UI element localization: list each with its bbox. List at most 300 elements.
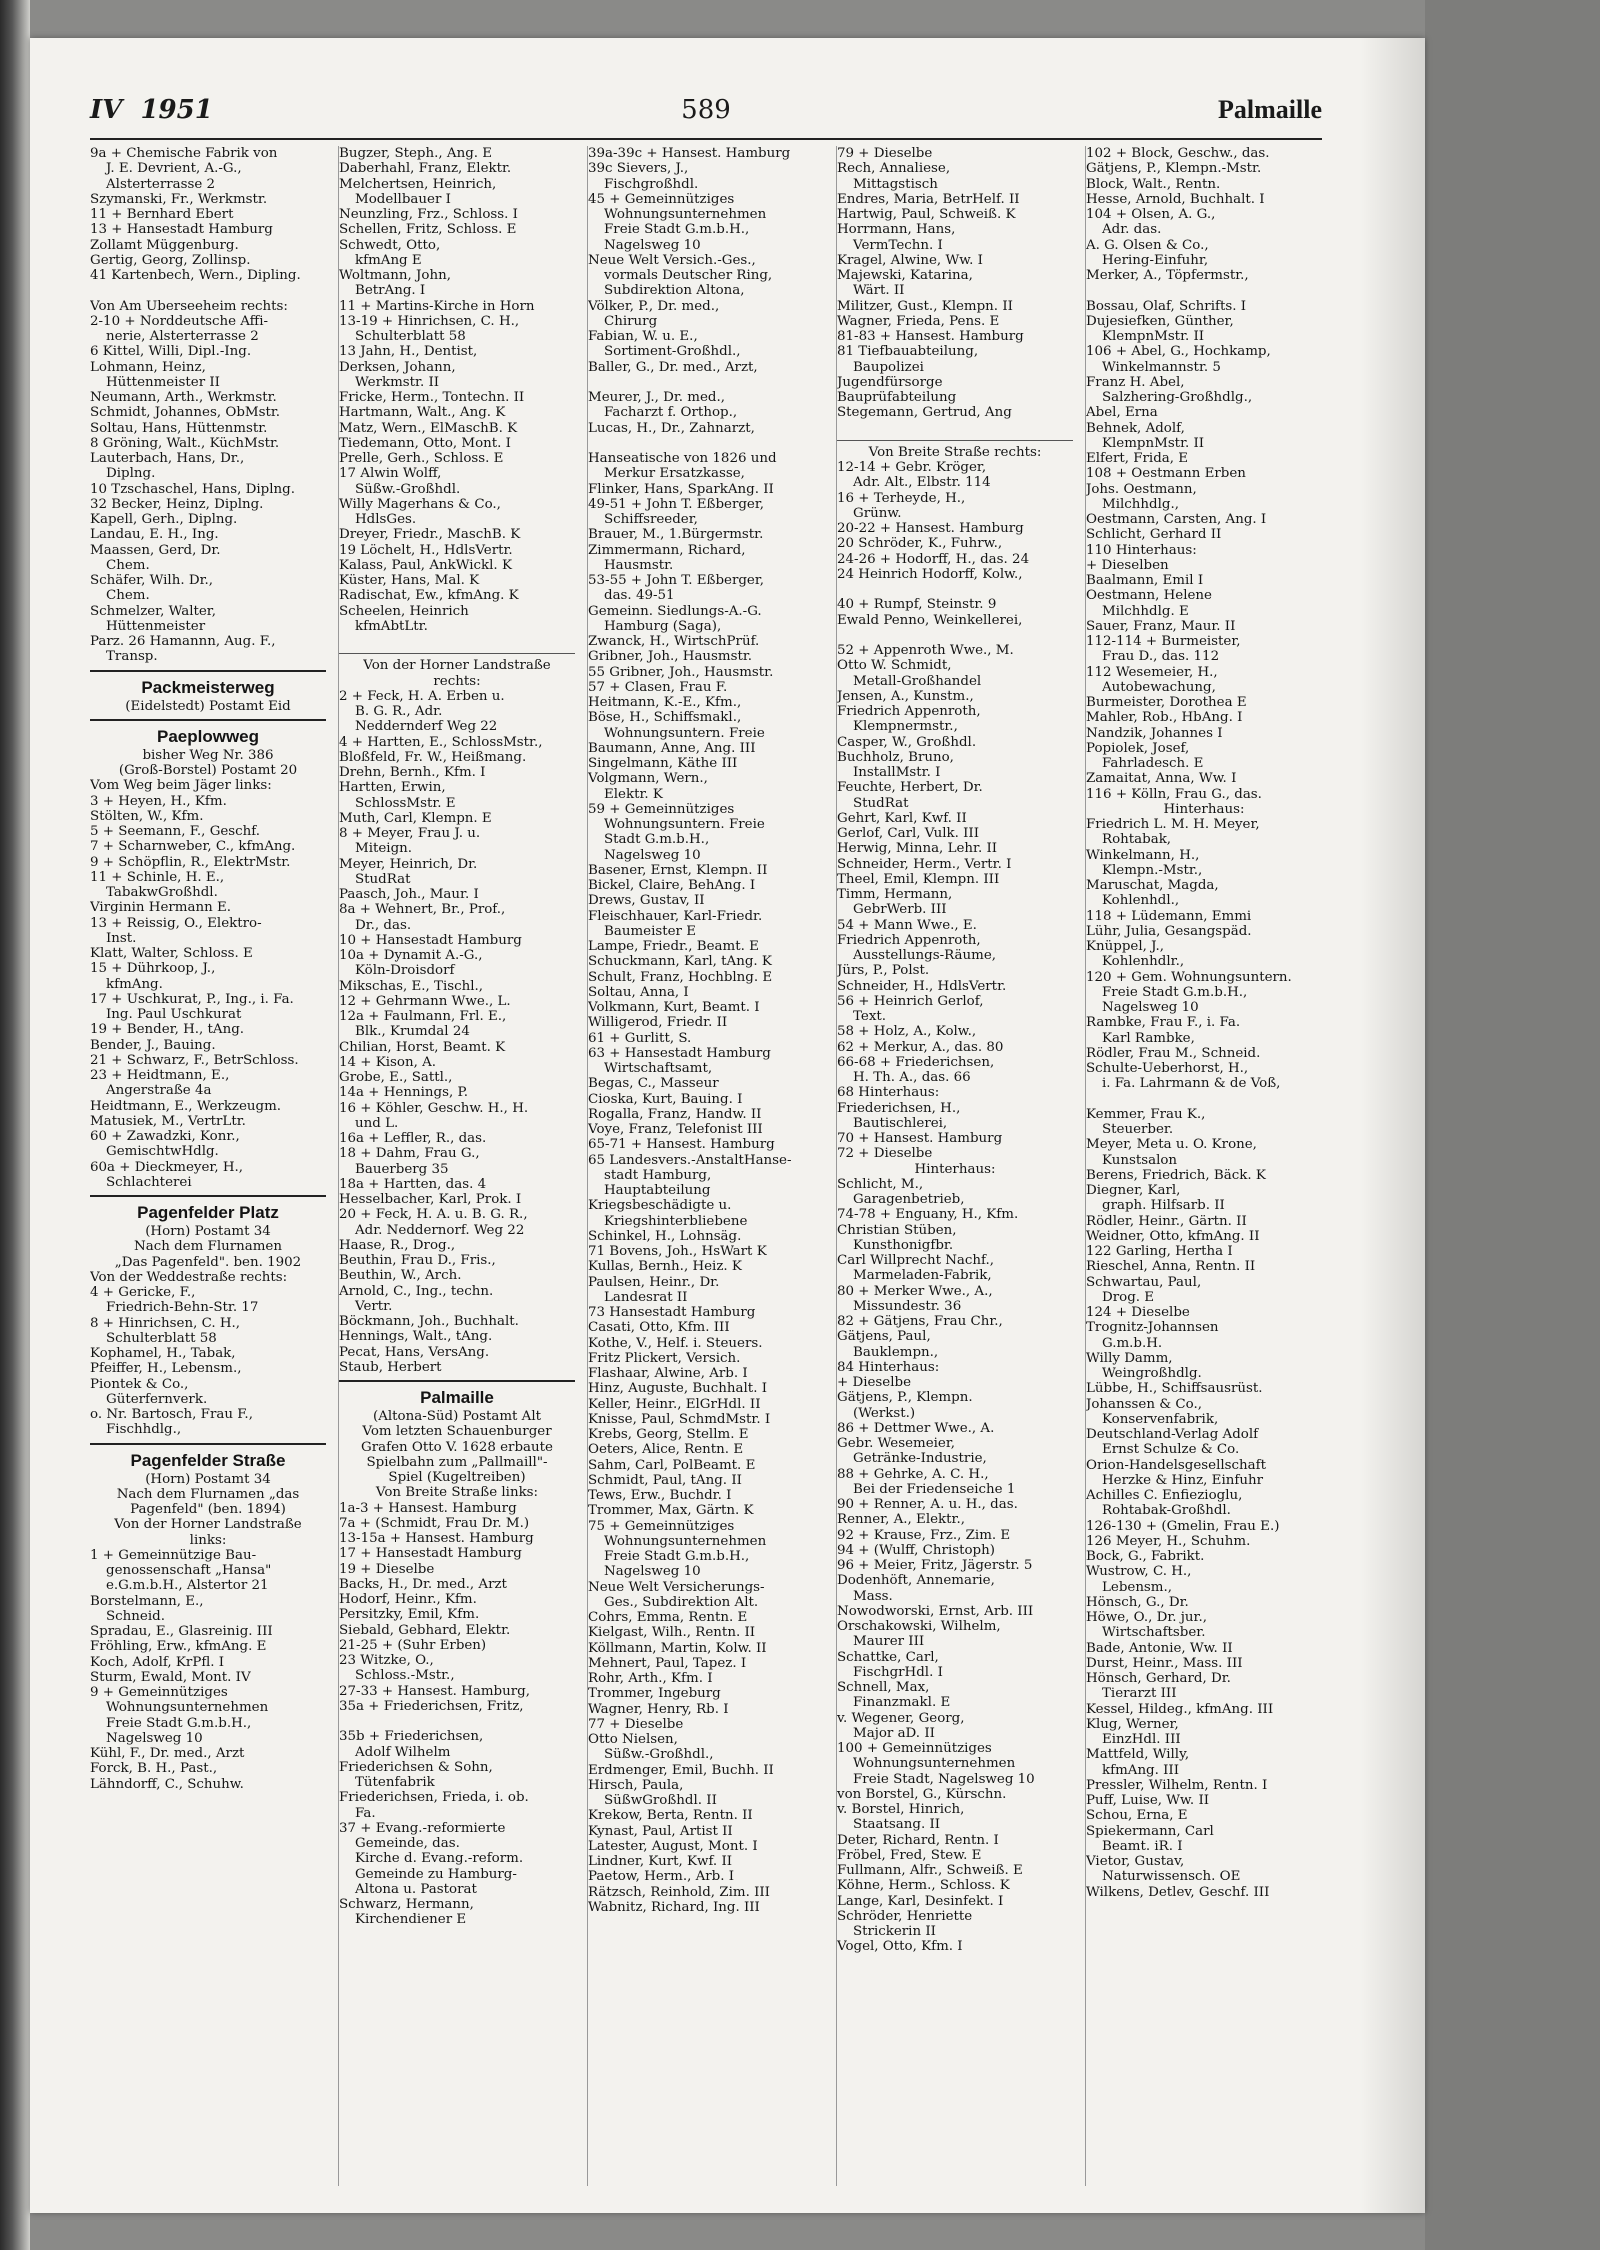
directory-entry: Von Am Überseeheim rechts:	[90, 298, 288, 314]
directory-entry: Süßw.-Großhdl.,	[604, 1747, 714, 1763]
directory-entry: Wohnungsuntern. Freie	[604, 725, 765, 741]
directory-entry: Bade, Antonie, Ww. II	[1086, 1640, 1233, 1656]
directory-entry: 66-68 + Friederichsen,	[837, 1054, 995, 1070]
directory-entry: Hartwig, Paul, Schweiß. K	[837, 207, 1016, 222]
directory-entry: Hering-Einfuhr,	[1102, 252, 1209, 268]
directory-entry: Beuthin, W., Arch.	[339, 1268, 462, 1284]
directory-entry: Schwedt, Otto,	[339, 237, 441, 253]
directory-entry: 68 Hinterhaus:	[837, 1085, 940, 1101]
directory-entry: Lübbe, H., Schiffsausrüst.	[1086, 1381, 1263, 1397]
directory-entry: Schattke, Carl,	[837, 1649, 939, 1665]
directory-entry: 5 + Seemann, F., Geschf.	[90, 824, 261, 839]
directory-entry: Rätzsch, Reinhold, Zim. III	[588, 1884, 770, 1900]
page-header	[90, 95, 1322, 129]
directory-entry: Schwartau, Paul,	[1086, 1274, 1202, 1290]
directory-entry: 112-114 + Burmeister,	[1086, 634, 1241, 649]
directory-entry: Baumeister E	[604, 923, 696, 939]
directory-entry: Winkelmannstr. 5	[1102, 359, 1221, 375]
directory-entry: Renner, A., Elektr.,	[837, 1512, 965, 1528]
directory-entry: Finanzmakl. E	[853, 1695, 951, 1711]
directory-entry: Lohmann, Heinz,	[90, 359, 206, 375]
directory-entry: Virginin Hermann E.	[90, 900, 231, 916]
directory-entry: Freie Stadt G.m.b.H.,	[604, 222, 750, 238]
directory-entry: Soltau, Anna, I	[588, 984, 689, 1000]
directory-entry: Hamburg (Saga),	[604, 618, 722, 634]
directory-entry: 35a + Friederichsen, Fritz,	[339, 1698, 524, 1714]
directory-entry: kfmAbtLtr.	[355, 618, 428, 634]
directory-entry: Rambke, Frau F., i. Fa.	[1086, 1015, 1241, 1031]
directory-entry: SüßwGroßhdl. II	[604, 1793, 717, 1808]
directory-entry: KlempnMstr. II	[1102, 329, 1205, 344]
directory-entry: Schiffsreeder,	[604, 512, 698, 527]
directory-entry	[837, 582, 1073, 597]
directory-entry: Carl Willprecht Nachf.,	[837, 1253, 995, 1268]
directory-entry: Oestmann, Carsten, Ang. I	[1086, 512, 1267, 527]
directory-entry: Derksen, Johann,	[339, 359, 456, 375]
directory-entry: Fröbel, Fred, Stew. E	[837, 1847, 982, 1863]
street-note: (Groß-Borstel) Postamt 20	[118, 763, 298, 778]
directory-entry: von Borstel, G., Kürschn.	[837, 1786, 1007, 1802]
directory-entry: Nowodworski, Ernst, Arb. III	[837, 1603, 1034, 1619]
directory-entry: Kirche d. Evang.-reform.	[355, 1851, 524, 1867]
directory-entry: 58 + Holz, A., Kolw.,	[837, 1024, 977, 1040]
directory-entry: Nagelsweg 10	[1102, 1000, 1199, 1015]
directory-entry: Gehrt, Karl, Kwf. II	[837, 810, 967, 826]
section-rule	[339, 1380, 575, 1382]
directory-entry: Winkelmann, H.,	[1086, 847, 1200, 863]
header-rule	[90, 138, 1322, 140]
directory-entry: Klatt, Walter, Schloss. E	[90, 946, 253, 961]
directory-entry: Staatsang. II	[853, 1817, 941, 1833]
directory-entry: Fahrladesch. E	[1102, 756, 1204, 771]
directory-entry: Freie Stadt, Nagelsweg 10	[853, 1771, 1035, 1787]
directory-entry: 1 + Gemeinnützige Bau-	[90, 1547, 257, 1563]
directory-entry: Bauerberg 35	[355, 1161, 449, 1177]
directory-entry: Pfeiffer, H., Lebensm.,	[90, 1361, 242, 1377]
directory-entry: Flashaar, Alwine, Arb. I	[588, 1366, 748, 1381]
directory-entry: Herzke & Hinz, Einfuhr	[1102, 1472, 1263, 1488]
directory-entry: Gätjens, P., Klempn.	[837, 1390, 973, 1406]
directory-entry: 23 + Heidtmann, E.,	[90, 1068, 230, 1083]
directory-entry: Diplng.	[106, 466, 156, 482]
directory-entry: Schneid.	[106, 1608, 165, 1624]
street-note: Spielbahn zum „Pallmaill"-	[366, 1454, 548, 1470]
directory-entry: Freie Stadt G.m.b.H.,	[604, 1549, 750, 1564]
directory-entry	[1086, 283, 1322, 298]
directory-entry: Erdmenger, Emil, Buchh. II	[588, 1762, 774, 1778]
directory-entry: 11 + Martins-Kirche in Horn	[339, 298, 535, 314]
directory-entry: Parz. 26 Hamannn, Aug. F.,	[90, 634, 276, 649]
directory-entry: 35b + Friederichsen,	[339, 1729, 484, 1745]
directory-entry: Cohrs, Emma, Rentn. E	[588, 1610, 748, 1625]
directory-entry: Schneider, Herm., Vertr. I	[837, 856, 1012, 872]
directory-entry: Transp.	[106, 649, 158, 665]
directory-entry: Kohlenhdl.,	[1102, 893, 1180, 909]
directory-entry: 49-51 + John T. Eßberger,	[588, 496, 765, 512]
directory-entry: Schulterblatt 58	[106, 1330, 217, 1346]
directory-entry: Schulterblatt 58	[355, 329, 466, 344]
directory-entry: Gemeinde zu Hamburg-	[355, 1866, 517, 1882]
directory-entry: Wohnungsunternehmen	[604, 1533, 767, 1549]
directory-entry: Deter, Richard, Rentn. I	[837, 1832, 999, 1848]
directory-entry: kfmAng E	[355, 252, 422, 268]
directory-entry: Marmeladen-Fabrik,	[853, 1268, 992, 1284]
directory-entry: Stadt G.m.b.H.,	[604, 832, 710, 848]
directory-entry: 39a-39c + Hansest. Hamburg	[588, 146, 791, 161]
directory-entry: Fröhling, Erw., kfmAng. E	[90, 1639, 267, 1655]
directory-entry: 17 + Uschkurat, P., Ing., i. Fa.	[90, 991, 294, 1007]
directory-entry: HdlsGes.	[355, 512, 417, 527]
directory-entry: Wirtschaftsber.	[1102, 1625, 1206, 1641]
column-3	[587, 146, 824, 2186]
directory-entry: BetrAng. I	[355, 283, 426, 299]
directory-entry: Gebr. Wesemeier,	[837, 1436, 956, 1451]
directory-entry: Chem.	[106, 588, 150, 604]
directory-entry: Ewald Penno, Weinkellerei,	[837, 612, 1023, 628]
street-note: Von der Horner Landstraße	[363, 658, 551, 674]
directory-entry: Salzhering-Großhdlg.,	[1102, 390, 1253, 405]
directory-entry: Klempnermstr.,	[853, 719, 958, 735]
directory-entry: Hesselbacher, Karl, Prok. I	[339, 1192, 522, 1207]
directory-entry: 16a + Leffler, R., das.	[339, 1131, 487, 1146]
directory-entry: 52 + Appenroth Wwe., M.	[837, 643, 1014, 658]
directory-entry: Prelle, Gerh., Schloss. E	[339, 451, 504, 466]
directory-entry: 13 + Reissig, O., Elektro-	[90, 915, 262, 931]
directory-entry: Lampe, Friedr., Beamt. E	[588, 939, 759, 954]
directory-entry: Hesse, Arnold, Buchhalt. I	[1086, 191, 1265, 207]
directory-entry: Neddernderf Weg 22	[355, 719, 498, 735]
directory-entry: 81 Tiefbauabteilung,	[837, 344, 979, 360]
directory-entry: 32 Becker, Heinz, Diplng.	[90, 496, 264, 512]
street-heading: Pagenfelder Platz	[137, 1203, 279, 1222]
column-4	[836, 146, 1073, 2186]
directory-entry: 57 + Clasen, Frau F.	[588, 679, 728, 695]
directory-entry: 11 + Schinle, H. E.,	[90, 869, 225, 885]
directory-entry: Kophamel, H., Tabak,	[90, 1346, 236, 1361]
directory-entry: Orschakowski, Wilhelm,	[837, 1619, 1001, 1634]
directory-entry: Trommer, Ingeburg	[588, 1686, 721, 1702]
directory-entry: 88 + Gehrke, A. C. H.,	[837, 1466, 989, 1482]
directory-entry: Neue Welt Versich.-Ges.,	[588, 252, 756, 268]
directory-entry: GebrWerb. III	[853, 902, 947, 918]
directory-entry: 13-19 + Hinrichsen, C. H.,	[339, 313, 520, 329]
street-note: links:	[189, 1532, 227, 1548]
directory-entry: Oeters, Alice, Rentn. E	[588, 1442, 744, 1458]
street-note: rechts:	[433, 673, 481, 689]
directory-entry: 19 + Bender, H., tAng.	[90, 1022, 245, 1038]
directory-entry: Weidner, Otto, kfmAng. II	[1086, 1228, 1260, 1244]
directory-entry	[837, 628, 1073, 643]
directory-entry: Lebensm.,	[1102, 1579, 1173, 1595]
directory-entry: Meurer, J., Dr. med.,	[588, 390, 726, 405]
directory-entry: Kemmer, Frau K.,	[1086, 1106, 1206, 1122]
directory-entry	[1086, 1092, 1322, 1107]
directory-entry: Jugendfürsorge	[837, 374, 943, 390]
directory-entry: Bauprüfabteilung	[837, 390, 957, 405]
directory-entry: Beamt. iR. I	[1102, 1838, 1183, 1854]
directory-entry: Kalass, Paul, AnkWickl. K	[339, 557, 512, 573]
directory-entry: Arnold, C., Ing., techn.	[339, 1283, 494, 1299]
directory-entry: Tiedemann, Otto, Mont. I	[339, 435, 511, 451]
directory-entry: Text.	[853, 1009, 887, 1024]
directory-entry: Popiolek, Josef,	[1086, 740, 1190, 756]
directory-entry: 60 + Zawadzki, Konr.,	[90, 1129, 240, 1144]
directory-entry: Ernst Schulze & Co.	[1102, 1442, 1240, 1458]
directory-entry: Dreyer, Friedr., MaschB. K	[339, 527, 521, 543]
directory-entry: Brauer, M., 1.Bürgermstr.	[588, 527, 764, 543]
directory-entry: 102 + Block, Geschw., das.	[1086, 146, 1270, 161]
directory-entry: Jensen, A., Kunstm.,	[837, 688, 974, 704]
directory-entry: Hirsch, Paula,	[588, 1777, 684, 1793]
section-rule	[90, 719, 326, 721]
directory-entry: Schmelzer, Walter,	[90, 603, 216, 619]
directory-entry: 126 Meyer, H., Schuhm.	[1086, 1533, 1251, 1549]
directory-entry: Keller, Heinr., ElGrHdl. II	[588, 1396, 761, 1412]
directory-entry: Puff, Luise, Ww. II	[1086, 1793, 1210, 1808]
directory-entry: Merker, A., Töpfermstr.,	[1086, 268, 1249, 283]
street-note: Hinterhaus:	[1163, 801, 1245, 817]
directory-entry: Zollamt Müggenburg.	[90, 237, 239, 253]
directory-entry: Stegemann, Gertrud, Ang	[837, 405, 1012, 421]
directory-entry: Maruschat, Magda,	[1086, 878, 1219, 893]
directory-entry: genossenschaft „Hansa"	[106, 1563, 272, 1578]
directory-entry: Nagelsweg 10	[604, 237, 701, 253]
directory-entry: e.G.m.b.H., Alstertor 21	[106, 1578, 269, 1594]
directory-entry: Friederichsen, Frieda, i. ob.	[339, 1790, 529, 1806]
directory-entry: Cioska, Kurt, Bauing. I	[588, 1091, 743, 1107]
directory-entry: Milchhdlg.,	[1102, 496, 1179, 512]
street-note: Nach dem Flurnamen	[134, 1239, 282, 1255]
directory-entry: Wilkens, Detlev, Geschf. III	[1086, 1884, 1270, 1900]
directory-entry: 39c Sievers, J.,	[588, 161, 689, 177]
directory-entry: FischgrHdl. I	[853, 1664, 943, 1680]
directory-entry: Köln-Droisdorf	[355, 963, 455, 979]
directory-entry: v. Wegener, Georg,	[837, 1710, 965, 1726]
column-5	[1085, 146, 1322, 2186]
directory-entry: 110 Hinterhaus:	[1086, 542, 1197, 558]
directory-entry: graph. Hilfsarb. II	[1102, 1198, 1225, 1214]
directory-entry: Tütenfabrik	[355, 1775, 435, 1790]
directory-entry: Landesrat II	[604, 1289, 688, 1305]
directory-entry: 20-22 + Hansest. Hamburg	[837, 521, 1024, 536]
directory-entry: Kynast, Paul, Artist II	[588, 1823, 733, 1839]
directory-entry: 10 Tzschaschel, Hans, Diplng.	[90, 481, 295, 497]
directory-entry: Woltmann, John,	[339, 268, 451, 283]
directory-entry: Begas, C., Masseur	[588, 1076, 719, 1092]
directory-entry: 82 + Gätjens, Frau Chr.,	[837, 1314, 1003, 1329]
directory-entry: 20 Schröder, K., Fuhrw.,	[837, 536, 1003, 552]
directory-entry: A. G. Olsen & Co.,	[1086, 237, 1209, 253]
street-note: (Horn) Postamt 34	[145, 1224, 271, 1239]
directory-entry: 120 + Gem. Wohnungsuntern.	[1086, 969, 1292, 985]
street-note: Von Breite Straße rechts:	[868, 444, 1042, 460]
directory-entry: Missundestr. 36	[853, 1298, 962, 1314]
directory-entry: Casper, W., Großhdl.	[837, 734, 977, 750]
directory-entry: SchlossMstr. E	[355, 795, 456, 811]
directory-entry: 40 + Rumpf, Steinstr. 9	[837, 597, 997, 613]
directory-entry: Rieschel, Anna, Rentn. II	[1086, 1259, 1256, 1275]
directory-entry: Blk., Krumdal 24	[355, 1024, 470, 1040]
directory-entry: Elektr. K	[604, 786, 663, 802]
directory-entry: Jürs, P., Polst.	[837, 963, 930, 979]
section-rule	[90, 1443, 326, 1445]
directory-entry: Bender, J., Bauing.	[90, 1037, 216, 1053]
directory-entry: 61 + Gurlitt, S.	[588, 1030, 692, 1046]
directory-entry: Angerstraße 4a	[106, 1083, 212, 1099]
directory-entry: Rogalla, Franz, Handw. II	[588, 1106, 762, 1122]
directory-entry: Koch, Adolf, KrPfl. I	[90, 1654, 225, 1670]
directory-entry: Klug, Werner,	[1086, 1716, 1179, 1732]
directory-entry: 96 + Meier, Fritz, Jägerstr. 5	[837, 1558, 1033, 1573]
directory-entry: Hönsch, Gerhard, Dr.	[1086, 1671, 1231, 1686]
street-note: Pagenfeld" (ben. 1894)	[130, 1502, 286, 1517]
directory-entry: Kriegshinterbliebene	[604, 1213, 748, 1229]
directory-entry: Herwig, Minna, Lehr. II	[837, 841, 998, 857]
directory-entry: + Dieselben	[1086, 557, 1169, 573]
directory-entry: 16 + Terheyde, H.,	[837, 490, 966, 506]
directory-entry: Rödler, Frau M., Schneid.	[1086, 1045, 1261, 1061]
directory-entry: Beuthin, Frau D., Fris.,	[339, 1253, 496, 1268]
directory-entry: Merkur Ersatzkasse,	[604, 466, 745, 482]
street-note: Nach dem Flurnamen „das	[116, 1486, 300, 1502]
directory-entry: Kothe, V., Helf. i. Steuers.	[588, 1335, 763, 1351]
directory-entry: Knüppel, J.,	[1086, 939, 1164, 954]
directory-entry: Horrmann, Hans,	[837, 222, 956, 238]
street-note: Hinterhaus:	[914, 1161, 996, 1177]
directory-entry: Wustrow, C. H.,	[1086, 1564, 1192, 1580]
directory-entry: 1a-3 + Hansest. Hamburg	[339, 1500, 517, 1516]
directory-entry: Zwanck, H., WirtschPrüf.	[588, 634, 760, 649]
directory-entry: Kunsthonigfbr.	[853, 1237, 954, 1253]
directory-entry: Flinker, Hans, SparkAng. II	[588, 481, 774, 497]
directory-entry: Baumann, Anne, Ang. III	[588, 740, 756, 756]
directory-entry: 37 + Evang.-reformierte	[339, 1820, 506, 1836]
directory-entry: Wärt. II	[853, 283, 905, 299]
directory-entry: 70 + Hansest. Hamburg	[837, 1131, 1003, 1146]
directory-entry: Otto Nielsen,	[588, 1732, 678, 1747]
directory-entry: Pressler, Wilhelm, Rentn. I	[1086, 1777, 1268, 1793]
directory-entry: Kielgast, Wilh., Rentn. II	[588, 1625, 756, 1641]
directory-entry: Werkmstr. II	[355, 374, 440, 390]
directory-entry: 12 + Gehrmann Wwe., L.	[339, 993, 511, 1009]
directory-entry: vormals Deutscher Ring,	[604, 268, 773, 283]
directory-entry: Major aD. II	[853, 1725, 935, 1741]
directory-entry: Tierarzt III	[1102, 1686, 1177, 1702]
directory-entry: Vogel, Otto, Kfm. I	[837, 1939, 963, 1955]
scan-binding-edge	[0, 0, 30, 2250]
directory-entry: Friedrich Appenroth,	[837, 704, 981, 719]
directory-entry: Burmeister, Dorothea E	[1086, 695, 1247, 710]
directory-entry: Zimmermann, Richard,	[588, 542, 746, 558]
directory-entry: Kühl, F., Dr. med., Arzt	[90, 1746, 245, 1761]
directory-entry: Mittagstisch	[853, 176, 938, 192]
directory-entry: Baalmann, Emil I	[1086, 573, 1204, 588]
directory-entry: Adr. das.	[1102, 222, 1162, 238]
directory-entry: Hausmstr.	[604, 557, 674, 573]
directory-entry: Klempn.-Mstr.,	[1102, 862, 1203, 878]
street-heading: Packmeisterweg	[141, 677, 275, 697]
directory-entry: 80 + Merker Wwe., A.,	[837, 1283, 993, 1299]
directory-entry: Adolf Wilhelm	[355, 1744, 451, 1760]
directory-entry: Vietor, Gustav,	[1086, 1854, 1185, 1869]
directory-entry: Trognitz-Johannsen	[1086, 1320, 1219, 1336]
street-note: Grafen Otto V. 1628 erbaute	[361, 1439, 553, 1455]
directory-entry: Wabnitz, Richard, Ing. III	[588, 1899, 760, 1915]
directory-entry: 71 Bovens, Joh., HsWart K	[588, 1244, 767, 1259]
directory-entry: Dodenhöft, Annemarie,	[837, 1573, 995, 1589]
directory-entry: Grobe, E., Sattl.,	[339, 1070, 453, 1085]
directory-entry: Ausstellungs-Räume,	[853, 948, 997, 963]
directory-entry: Schmidt, Paul, tAng. II	[588, 1472, 742, 1488]
street-note: Vom letzten Schauenburger	[362, 1424, 552, 1440]
directory-entry: Schellen, Fritz, Schloss. E	[339, 222, 517, 238]
directory-entry: 16 + Köhler, Geschw. H., H.	[339, 1100, 529, 1116]
directory-entry: H. Th. A., das. 66	[853, 1070, 971, 1085]
directory-entry: Willy Magerhans & Co.,	[339, 496, 501, 512]
directory-entry: Stölten, W., Kfm.	[90, 808, 204, 824]
directory-entry: Rohr, Arth., Kfm. I	[588, 1671, 713, 1686]
directory-entry: G.m.b.H.	[1102, 1335, 1163, 1351]
directory-entry: Rödler, Heinr., Gärtn. II	[1086, 1213, 1247, 1229]
directory-entry: 24 Heinrich Hodorff, Kolw.,	[837, 566, 1023, 582]
directory-entry: Schnell, Max,	[837, 1680, 930, 1695]
directory-entry: Chilian, Horst, Beamt. K	[339, 1039, 506, 1055]
directory-entry: kfmAng.	[106, 976, 163, 992]
directory-entry: Schwarz, Hermann,	[339, 1897, 474, 1912]
directory-entry: Schmidt, Johannes, ObMstr.	[90, 405, 281, 421]
directory-entry	[339, 634, 575, 649]
directory-entry: Friedrich L. M. H. Meyer,	[1086, 817, 1260, 832]
directory-entry: Ges., Subdirektion Alt.	[604, 1594, 759, 1610]
directory-entry: Durst, Heinr., Mass. III	[1086, 1655, 1243, 1671]
directory-entry: Matz, Wern., ElMaschB. K	[339, 420, 518, 436]
directory-entry: Gribner, Joh., Hausmstr.	[588, 649, 753, 665]
directory-entry: Spradau, E., Glasreinig. III	[90, 1624, 273, 1639]
section-rule	[90, 670, 326, 672]
directory-entry: 8 Gröning, Walt., KüchMstr.	[90, 435, 280, 451]
street-note: Von Breite Straße links:	[375, 1485, 539, 1501]
directory-entry: Soltau, Hans, Hüttenmstr.	[90, 420, 268, 436]
street-note: (Eidelstedt) Postamt Eid	[125, 698, 291, 714]
directory-entry: Neue Welt Versicherungs-	[588, 1579, 765, 1595]
directory-entry: Fischhdlg.,	[106, 1422, 182, 1438]
directory-entry: 77 + Dieselbe	[588, 1716, 684, 1732]
directory-entry: Sahm, Carl, PolBeamt. E	[588, 1457, 756, 1473]
directory-entry: Siebald, Gebhard, Elektr.	[339, 1622, 511, 1638]
header-year: 1951	[140, 95, 213, 125]
directory-entry: Frau D., das. 112	[1102, 649, 1220, 665]
directory-entry: Miteign.	[355, 841, 413, 857]
directory-entry: 4 + Hartten, E., SchlossMstr.,	[339, 734, 543, 750]
directory-entry: InstallMstr. I	[853, 765, 941, 780]
directory-entry: Naturwissensch. OE	[1102, 1869, 1241, 1885]
directory-entry: Rohtabak,	[1102, 832, 1172, 848]
directory-entry: Meyer, Meta u. O. Krone,	[1086, 1137, 1257, 1153]
directory-entry: Militzer, Gust., Klempn. II	[837, 298, 1013, 314]
directory-entry: 106 + Abel, G., Hochkamp,	[1086, 344, 1271, 360]
directory-entry: Drog. E	[1102, 1289, 1155, 1305]
street-heading: Pagenfelder Straße	[130, 1450, 286, 1470]
directory-entry: Nagelsweg 10	[604, 1564, 701, 1580]
directory-entry: Lauterbach, Hans, Dr.,	[90, 451, 245, 466]
directory-entry: 90 + Renner, A. u. H., das.	[837, 1497, 1018, 1512]
directory-entry: 8a + Wehnert, Br., Prof.,	[339, 902, 506, 918]
directory-entry: Endres, Maria, BetrHelf. II	[837, 191, 1020, 207]
directory-entry: J. E. Devrient, A.-G.,	[106, 161, 242, 177]
directory-entry: Bloßfeld, Fr. W., Heißmang.	[339, 749, 527, 765]
directory-entry: Völker, P., Dr. med.,	[588, 298, 720, 314]
directory-entry: 13 Jahn, H., Dentist,	[339, 344, 478, 360]
